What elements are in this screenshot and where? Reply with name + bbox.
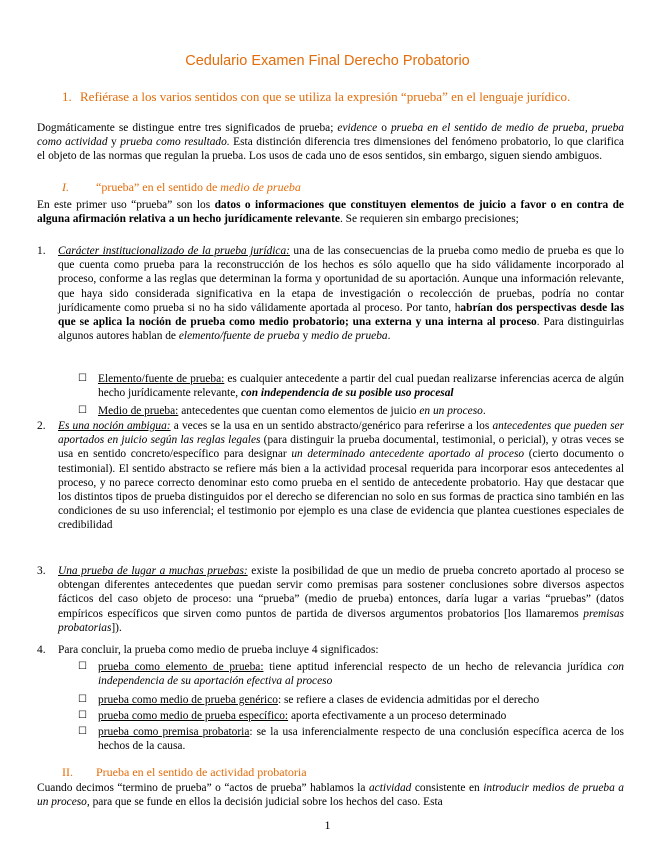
sub-bullet-generico bbox=[78, 693, 624, 707]
text-run: para que se funde en ellos la decisión judicial sobre los hechos del caso. Esta bbox=[89, 796, 443, 809]
text-run: . Se requieren sin embargo precisiones; bbox=[339, 213, 519, 226]
text-run: con independencia de su posible uso procesal bbox=[240, 387, 454, 400]
checkbox-bullet-icon: ☐ bbox=[78, 405, 87, 416]
text-run: existe la posibilidad de que un medio de prueba concreto aportado al proceso se obtengan diferentes antecedentes que puedan servir como premisas para sostener conclusiones sobre diversos aspectos fácticos del caso objeto de proceso: una “prueba” (medio de prueba) entonces, daría lugar a varias “pruebas” (datos empíricos específicos que sirven como puntos de partida de diversos argumentos probatorios [los llamaremos bbox=[58, 565, 624, 620]
checkbox-bullet-icon: ☐ bbox=[78, 373, 87, 384]
checkbox-bullet-icon: ☐ bbox=[78, 661, 87, 672]
text-run: Es una noción ambigua: bbox=[58, 420, 171, 432]
text-run: Carácter institucionalizado de la prueba jurídica: bbox=[58, 245, 290, 257]
checkbox-bullet-icon: ☐ bbox=[78, 726, 87, 737]
text-run: aporta efectivamente a un proceso determinado bbox=[288, 710, 507, 722]
intro-paragraph bbox=[37, 121, 624, 164]
text-run: medio de prueba bbox=[220, 180, 301, 194]
bullet-text bbox=[98, 693, 624, 707]
bullet-text bbox=[98, 709, 624, 723]
checkbox-bullet-icon: ☐ bbox=[78, 710, 87, 721]
list-item-text: Para concluir, la prueba como medio de prueba incluye 4 significados: bbox=[58, 644, 379, 656]
text-run: “prueba” en el sentido de bbox=[96, 180, 221, 194]
text-run: y bbox=[299, 330, 312, 343]
text-run: con independencia de su aportación efectiva al proceso bbox=[98, 661, 624, 688]
text-run: abrían dos perspectivas desde las que se aplica la noción de prueba como medio probatorio; una externa y una interna al proceso bbox=[58, 301, 625, 329]
text-run: a veces se la usa en un sentido abstracto/genérico para referirse a los bbox=[170, 420, 493, 432]
text-run: prueba como medio de prueba específico: bbox=[98, 710, 289, 722]
list-item-text bbox=[58, 244, 624, 343]
sub-bullet-fuente bbox=[78, 372, 624, 400]
list-item-1 bbox=[37, 244, 624, 343]
text-run: o bbox=[377, 122, 391, 134]
document-title: Cedulario Examen Final Derecho Probatorio bbox=[185, 53, 470, 69]
text-run: antecedentes que cuentan como elementos de juicio bbox=[178, 405, 420, 417]
list-number: 4. bbox=[37, 644, 46, 656]
section-number: 1. bbox=[62, 89, 72, 104]
text-run: actividad bbox=[368, 782, 412, 794]
text-run: . bbox=[387, 330, 391, 343]
subsection-title bbox=[96, 180, 301, 195]
text-run: evidence bbox=[337, 122, 378, 134]
text-run: Elemento/fuente de prueba: bbox=[98, 373, 225, 385]
text-run: . bbox=[482, 405, 486, 417]
checkbox-bullet-icon: ☐ bbox=[78, 694, 87, 705]
subsection-II-paragraph bbox=[37, 781, 624, 809]
sub-bullet-especifico bbox=[78, 709, 624, 723]
bullet-text bbox=[98, 404, 624, 418]
text-run: prueba como premisa probatoria bbox=[98, 726, 250, 738]
text-run: medio de prueba bbox=[311, 330, 388, 343]
text-run: consistente en bbox=[411, 782, 484, 794]
text-run: (cierto documento o testimonial). El sentido abstracto se refiere más bien a la actividad procesal requerida para incorporar esos antecedentes al proceso, y no parece correcto denominar esto como prueba en el sentido de antecedente probatorio. Hay que destacar que los distintos tipos de prueba distinguidos por el derecho se diferencian no solo en sus formas de practica sino también en las condiciones de su uso inferencial; el testimonio por ejemplo es una clase de evidencia que plantea cuestiones especiales de credibilidad bbox=[58, 448, 624, 532]
list-number: 1. bbox=[37, 245, 46, 257]
text-run: una de las consecuencias de la prueba como medio de prueba es que lo que cuenta como prueba para la reconstrucción de los hechos es sólo aquello que ha sido válidamente incorporado al proceso, conforme a las reglas que determinan la forma y oportunidad de su aportación. Aunque una información relevante, que haya sido considerada significativa en la etapa de investigación o recolección de pruebas, podría no contar jurídicamente como prueba si no ha sido válidamente aportada al proceso. Por tanto, h bbox=[58, 245, 624, 314]
text-run: prueba en el sentido de medio de prueba, prueba como actividad bbox=[37, 122, 624, 149]
list-item-2 bbox=[37, 419, 624, 533]
bullet-text bbox=[98, 660, 624, 688]
subsection-I-paragraph bbox=[37, 198, 624, 226]
list-item-4 bbox=[37, 643, 624, 657]
bullet-text bbox=[98, 725, 624, 753]
text-run: y bbox=[107, 136, 121, 149]
text-run: un determinado antecedente aportado al proceso bbox=[291, 448, 525, 461]
subsection-number: I. bbox=[62, 180, 69, 194]
text-run: Dogmáticamente se distingue entre tres significados de prueba; bbox=[37, 122, 338, 134]
text-run: : se la usa inferencialmente respecto de una conclusión específica acerca de los hechos de la causa. bbox=[98, 726, 624, 753]
list-number: 2. bbox=[37, 420, 46, 432]
text-run: : se refiere a clases de evidencia admitidas por el derecho bbox=[277, 694, 540, 706]
text-run: datos o informaciones que constituyen elementos de juicio a favor o en contra de alguna afirmación relativa a un hecho jurídicamente relevante bbox=[37, 199, 624, 226]
subsection-title: Prueba en el sentido de actividad probatoria bbox=[96, 765, 307, 779]
text-run: Una prueba de lugar a muchas pruebas: bbox=[58, 565, 248, 577]
section-1-heading bbox=[62, 89, 622, 104]
text-run: elemento/fuente de prueba bbox=[178, 330, 300, 343]
text-run: (para distinguir la prueba documental, testimonial, o pericial), y otras veces se usa en sentido concreto/específico para designar bbox=[58, 434, 625, 461]
list-item-text bbox=[58, 564, 624, 635]
text-run: premisas probatorias bbox=[58, 607, 624, 634]
text-run: Esta distinción diferencia tres dimensiones del fenómeno probatorio, lo que clarifica el objeto de las normas que regulan la prueba. Los usos de cada uno de esos sentidos, sin embargo, siguen siendo ambiguos. bbox=[37, 136, 624, 163]
text-run: . Para distinguirlas algunos autores hablan de bbox=[58, 316, 624, 343]
text-run: prueba como resultado. bbox=[120, 136, 230, 149]
list-item-3 bbox=[37, 564, 624, 635]
text-run: tiene aptitud inferencial respecto de un hecho de relevancia jurídica bbox=[263, 661, 608, 673]
sub-bullet-premisa bbox=[78, 725, 624, 753]
text-run: prueba como medio de prueba genérico bbox=[98, 694, 278, 706]
text-run: antecedentes que pueden ser aportados en juicio según las reglas legales bbox=[58, 420, 624, 447]
text-run: prueba como elemento de prueba: bbox=[98, 661, 264, 673]
section-title: Refiérase a los varios sentidos con que se utiliza la expresión “prueba” en el lenguaje jurídico. bbox=[80, 89, 571, 104]
text-run: Cuando decimos “termino de prueba” o “actos de prueba” hablamos la bbox=[37, 782, 369, 794]
sub-bullet-medio bbox=[78, 404, 624, 418]
text-run: ]). bbox=[111, 621, 122, 634]
text-run: en un proceso bbox=[419, 405, 483, 417]
list-number: 3. bbox=[37, 565, 46, 577]
subsection-number: II. bbox=[62, 765, 73, 779]
list-item-text bbox=[58, 419, 624, 533]
text-run: En este primer uso “prueba” son los bbox=[37, 199, 215, 211]
text-run: Medio de prueba: bbox=[98, 405, 179, 417]
sub-bullet-elemento bbox=[78, 660, 624, 688]
page-number: 1 bbox=[324, 818, 331, 832]
text-run: es cualquier antecedente a partir del cual puedan realizarse inferencias acerca de algún hecho jurídicamente relevante, bbox=[98, 373, 624, 400]
bullet-text bbox=[98, 372, 624, 400]
text-run: introducir medios de prueba a un proceso, bbox=[37, 782, 624, 809]
